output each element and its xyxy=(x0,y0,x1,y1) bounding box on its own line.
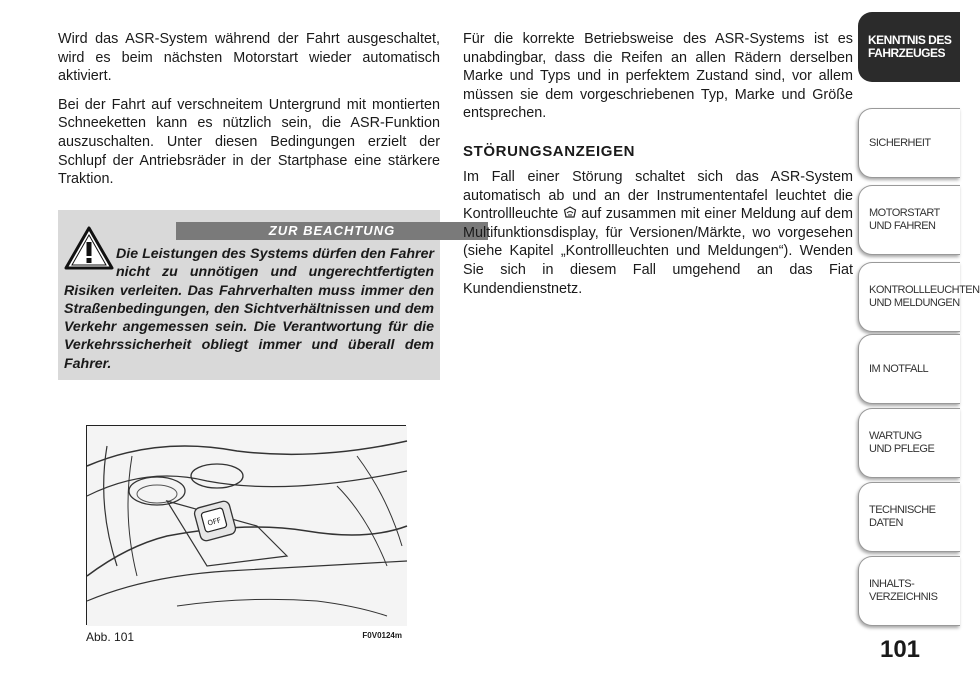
svg-text:OFF: OFF xyxy=(206,516,222,528)
tab-kontrollleuchten-und-meldungen[interactable]: KONTROLLLEUCHTEN UND MELDUNGEN xyxy=(858,262,960,332)
tab-sicherheit[interactable]: SICHERHEIT xyxy=(858,108,960,178)
tab-inhaltsverzeichnis[interactable]: INHALTS- VERZEICHNIS xyxy=(858,556,960,626)
paragraph-tyres: Für die korrekte Betriebsweise des ASR-Systems ist es unabdingbar, dass die Reifen an allen Rädern derselben Marke und Typs und in perfektem Zustand sind, vor allem müssen sie dem vorgeschriebenen Typ, Marke und Größe entsprechen. xyxy=(463,31,853,122)
chapter-tabs xyxy=(858,12,980,632)
warning-box xyxy=(58,210,440,380)
asr-warning-light-icon xyxy=(563,206,577,219)
warning-text: Die Leistungen des Systems dürfen den Fahrer nicht zu unnötigen und ungerechtfertigten Risiken verleiten. Das Fahrverhalten muss immer den Straßenbedingungen, den Sichtverhältnissen und dem Verkehr angemessen sein. Die Verantwortung für die Verkehrssicherheit obliegt immer und überall dem Fahrer. xyxy=(64,246,434,372)
tab-technische-daten[interactable]: TECHNISCHE DATEN xyxy=(858,482,960,552)
tab-motorstart-und-fahren[interactable]: MOTORSTART UND FAHREN xyxy=(858,185,960,255)
figure-caption xyxy=(86,630,406,644)
left-column xyxy=(58,30,440,199)
warning-header: ZUR BEACHTUNG xyxy=(176,222,488,240)
paragraph-fault-indication: Im Fall einer Störung schaltet sich das ASR-System automatisch ab und an der Instrumententafel leuchtet die Kontrollleuchte auf zusammen mit einer Meldung auf dem Multifunktionsdisplay, für Versionen/Märkte, wo vorgesehen (siehe Kapitel „Kontrollleuchten und Meldungen“). Wenden Sie sich in diesem Fall umgehend an das Fiat Kundendienstnetz. xyxy=(463,168,854,297)
tab-im-notfall[interactable]: IM NOTFALL xyxy=(858,334,960,404)
right-column xyxy=(463,30,853,308)
page-number: 101 xyxy=(879,636,921,663)
tab-kenntnis-des-fahrzeuges[interactable]: KENNTNIS DES FAHRZEUGES xyxy=(858,12,960,82)
tab-wartung-und-pflege[interactable]: WARTUNG UND PFLEGE xyxy=(858,408,960,478)
section-heading: STÖRUNGSANZEIGEN xyxy=(463,142,636,160)
figure-code: F0V0124m xyxy=(362,631,402,640)
paragraph-snow-chains: Bei der Fahrt auf verschneitem Untergrund mit montierten Schneeketten kann es nützlich sein, die ASR-Funktion auszuschalten. Unter diesen Bedingungen erzielt der Schlupf der Antriebsräder in der Startphase eine stärkere Traktion. xyxy=(58,96,440,188)
figure-asr-button xyxy=(86,425,406,625)
paragraph-asr-reactivation: Wird das ASR-System während der Fahrt ausgeschaltet, wird es beim nächsten Motorstart wieder automatisch aktiviert. xyxy=(58,31,440,85)
figure-label: Abb. 101 xyxy=(86,630,135,644)
console-illustration xyxy=(87,426,407,626)
